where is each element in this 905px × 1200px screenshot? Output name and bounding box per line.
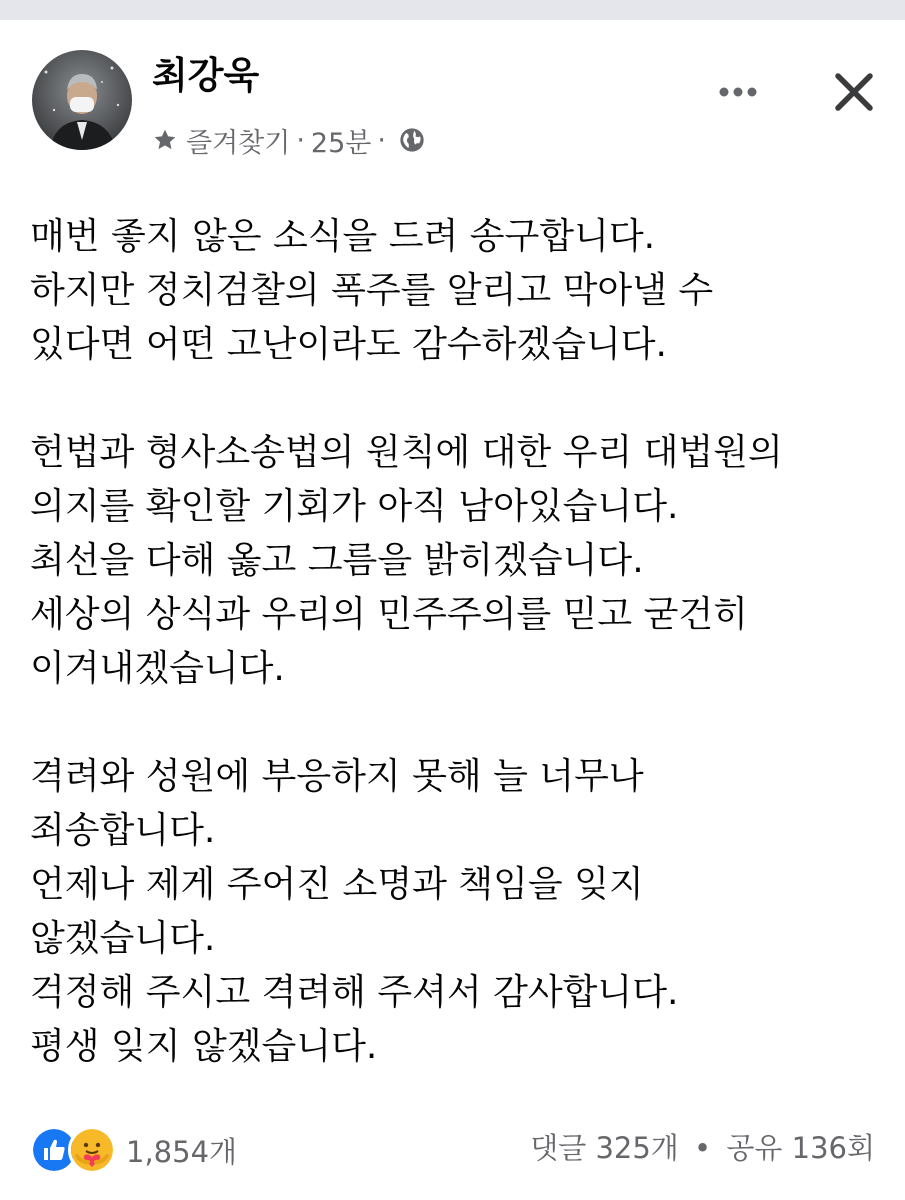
care-reaction-icon [68,1126,116,1174]
meta-separator: · [296,124,305,156]
body-line: 죄송합니다. [30,810,216,851]
author-name[interactable]: 최강욱 [152,54,260,97]
stats-separator: • [694,1131,712,1165]
favorite-label: 즐겨찾기 [186,127,291,159]
comments-count[interactable]: 댓글 325개 [530,1131,679,1165]
post-meta [152,120,426,160]
meta-separator-2: · [377,124,386,156]
paragraph-gap [30,696,890,750]
author-avatar[interactable] [32,50,132,150]
body-line: 이겨내겠습니다. [30,648,285,689]
body-line: 세상의 상식과 우리의 민주주의를 믿고 굳건히 [30,594,748,635]
body-line: 격려와 성원에 부응하지 못해 늘 너무나 [30,756,644,797]
post-body [30,210,890,1074]
post-time[interactable]: 25분 [310,127,372,159]
more-options-icon[interactable] [714,68,762,116]
post-card [0,20,905,1200]
body-line: 최선을 다해 옳고 그름을 밝히겠습니다. [30,540,644,581]
close-icon[interactable] [830,68,878,116]
globe-icon [398,126,426,154]
body-line: 언제나 제게 주어진 소명과 책임을 잊지 [30,864,644,905]
body-line: 하지만 정치검찰의 폭주를 알리고 막아낼 수 [30,270,714,311]
reactions-summary[interactable] [30,1126,237,1174]
body-line: 걱정해 주시고 격려해 주셔서 감사합니다. [30,972,679,1013]
body-line: 평생 잊지 않겠습니다. [30,1026,378,1067]
body-line: 매번 좋지 않은 소식을 드려 송구합니다. [30,216,656,257]
reaction-count: 1,854개 [126,1134,238,1169]
post-footer [0,1122,905,1168]
star-icon [152,127,178,153]
body-line: 않겠습니다. [30,918,216,959]
body-line: 의지를 확인할 기회가 아직 남아있습니다. [30,486,679,527]
top-strip [0,0,905,20]
shares-count[interactable]: 공유 136회 [726,1131,875,1165]
paragraph-gap [30,372,890,426]
body-line: 있다면 어떤 고난이라도 감수하겠습니다. [30,324,667,365]
body-line: 헌법과 형사소송법의 원칙에 대한 우리 대법원의 [30,432,783,473]
post-stats [530,1128,875,1168]
